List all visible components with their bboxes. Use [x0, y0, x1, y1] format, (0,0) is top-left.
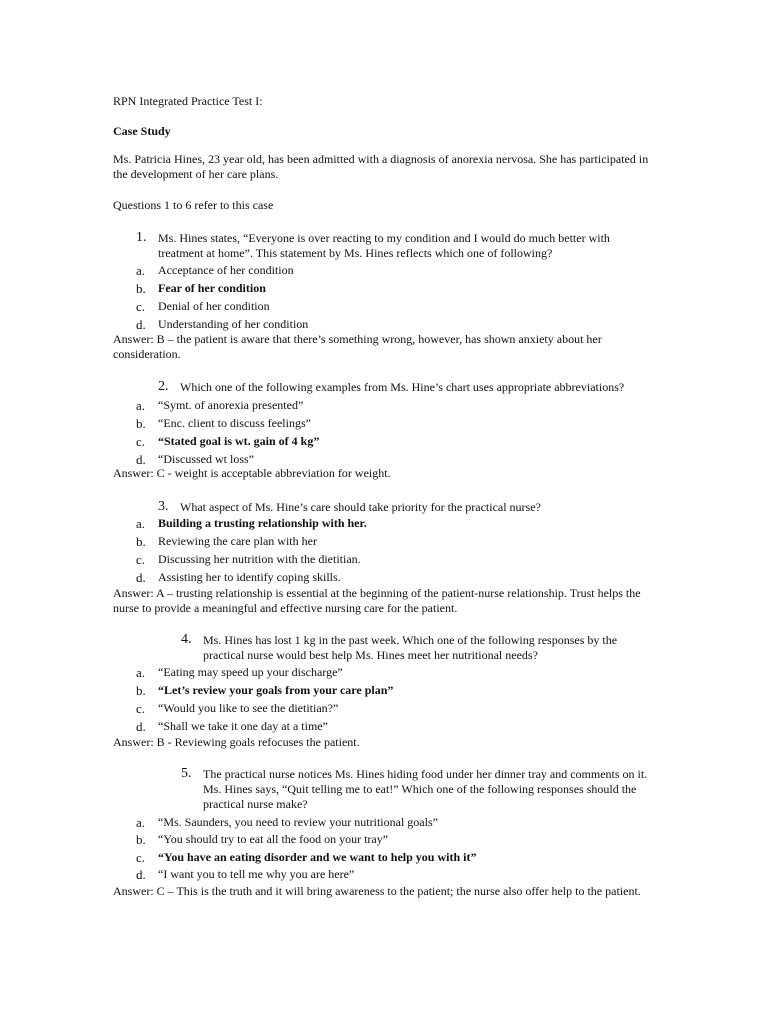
option-text-correct: Building a trusting relationship with her.	[158, 516, 367, 530]
option-letter: d.	[136, 317, 146, 332]
question-number: 1.	[136, 230, 147, 245]
option-text: “Would you like to see the dietitian?”	[158, 701, 339, 715]
option-letter: d.	[136, 570, 146, 585]
question-text: Ms. Hines states, “Everyone is over reacting to my condition and I would do much better with treatment at home”. This statement by Ms. Hines reflects which one of following?	[158, 231, 610, 260]
option-letter: a.	[136, 665, 146, 680]
option-text: “Eating may speed up your discharge”	[158, 665, 343, 679]
option-text-correct: “Stated goal is wt. gain of 4 kg”	[158, 434, 320, 448]
case-intro: Ms. Patricia Hines, 23 year old, has been admitted with a diagnosis of anorexia nervosa. She has participated in the development of her care plans.	[113, 152, 649, 181]
option-text: “Discussed wt loss”	[158, 452, 254, 466]
option-letter: b.	[136, 416, 146, 431]
option-letter: d.	[136, 867, 146, 882]
document-title: RPN Integrated Practice Test I:	[113, 94, 263, 108]
option-letter: c.	[136, 850, 146, 865]
option-text: “Shall we take it one day at a time”	[158, 719, 328, 733]
option-letter: c.	[136, 299, 146, 314]
option-text: “Symt. of anorexia presented”	[158, 398, 304, 412]
option-text: Denial of her condition	[158, 299, 270, 313]
question-text: The practical nurse notices Ms. Hines hiding food under her dinner tray and comments on it. Ms. Hines says, “Quit telling me to eat!” Which one of the following responses should the practical nurse make?	[203, 767, 648, 811]
question-number: 4.	[181, 632, 192, 647]
option-letter: a.	[136, 516, 146, 531]
option-text: “You should try to eat all the food on your tray”	[158, 832, 389, 846]
option-letter: c.	[136, 434, 146, 449]
option-text: Assisting her to identify coping skills.	[158, 570, 341, 584]
refer-note: Questions 1 to 6 refer to this case	[113, 198, 274, 212]
answer-text: Answer: B – the patient is aware that there’s something wrong, however, has shown anxiety about her consideration.	[113, 332, 602, 361]
option-text: Discussing her nutrition with the dietitian.	[158, 552, 361, 566]
question-number: 5.	[181, 766, 192, 781]
option-letter: a.	[136, 815, 146, 830]
section-heading: Case Study	[113, 124, 171, 138]
option-letter: b.	[136, 683, 146, 698]
option-text-correct: “Let’s review your goals from your care plan”	[158, 683, 394, 697]
option-letter: c.	[136, 552, 146, 567]
option-letter: a.	[136, 398, 146, 413]
option-text-correct: “You have an eating disorder and we want to help you with it”	[158, 850, 477, 864]
option-text: Acceptance of her condition	[158, 263, 294, 277]
option-letter: b.	[136, 281, 146, 296]
option-text: Understanding of her condition	[158, 317, 309, 331]
question-text: What aspect of Ms. Hine’s care should take priority for the practical nurse?	[180, 500, 541, 514]
question-text: Which one of the following examples from Ms. Hine’s chart uses appropriate abbreviations?	[180, 380, 625, 394]
option-letter: b.	[136, 832, 146, 847]
answer-text: Answer: C - weight is acceptable abbreviation for weight.	[113, 466, 391, 480]
question-number: 3.	[158, 499, 169, 514]
option-letter: d.	[136, 452, 146, 467]
option-letter: b.	[136, 534, 146, 549]
option-text: “Ms. Saunders, you need to review your nutritional goals”	[158, 815, 438, 829]
question-number: 2.	[158, 379, 169, 394]
option-text: “I want you to tell me why you are here”	[158, 867, 355, 881]
question-text: Ms. Hines has lost 1 kg in the past week. Which one of the following responses by the practical nurse would best help Ms. Hines meet her nutritional needs?	[203, 633, 618, 662]
option-letter: a.	[136, 263, 146, 278]
option-letter: c.	[136, 701, 146, 716]
answer-text: Answer: C – This is the truth and it will bring awareness to the patient; the nurse also offer help to the patient.	[113, 884, 641, 898]
option-text-correct: Fear of her condition	[158, 281, 266, 295]
option-text: “Enc. client to discuss feelings”	[158, 416, 311, 430]
answer-text: Answer: B - Reviewing goals refocuses the patient.	[113, 735, 360, 749]
option-text: Reviewing the care plan with her	[158, 534, 317, 548]
answer-text: Answer: A – trusting relationship is essential at the beginning of the patient-nurse relationship. Trust helps the nurse to provide a meaningful and effective nursing care for the patient.	[113, 586, 641, 615]
option-letter: d.	[136, 719, 146, 734]
